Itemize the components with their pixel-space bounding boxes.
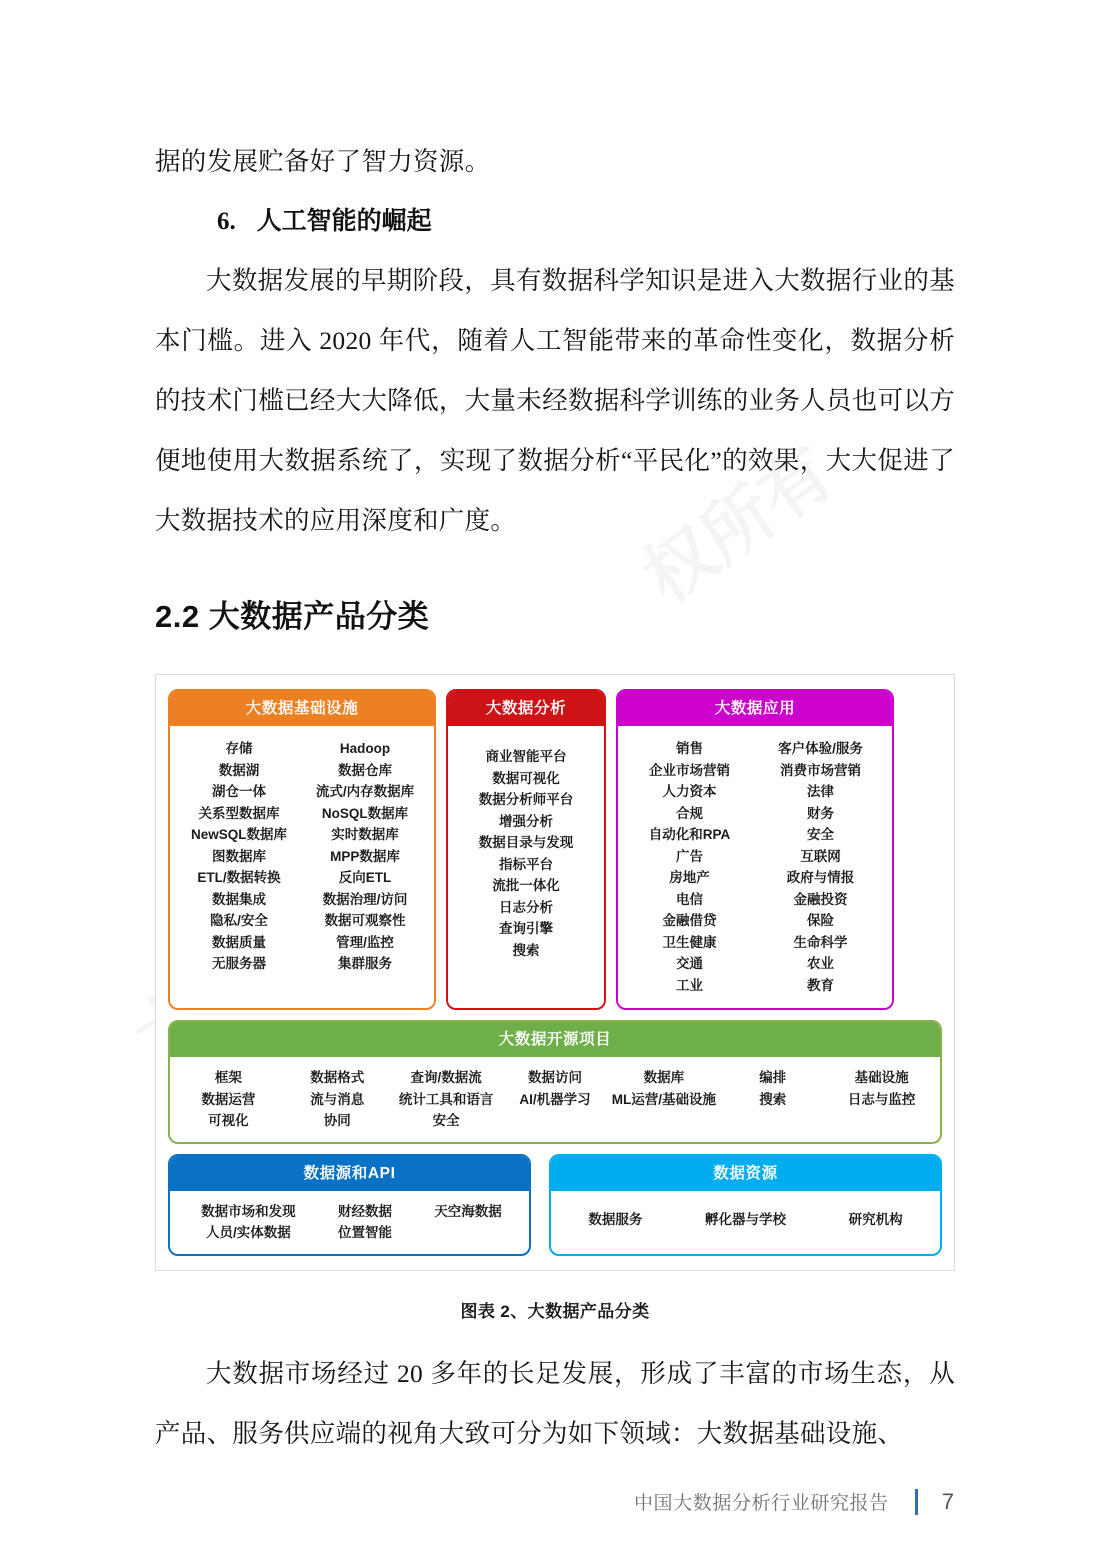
figure-bottom-row [168, 1154, 942, 1256]
list-item: Hadoop [339, 741, 391, 756]
panel-data-source-api [168, 1154, 531, 1256]
list-item: 交通 [676, 956, 703, 971]
panel-application-body [618, 726, 892, 1008]
list-item: 法律 [807, 784, 834, 799]
list-item: 数据可观察性 [324, 913, 406, 928]
page-footer [0, 1488, 1102, 1515]
list-item: ETL/数据转换 [197, 870, 281, 885]
list-item: 实时数据库 [331, 827, 399, 842]
paragraph-ai-rise: 大数据发展的早期阶段，具有数据科学知识是进入大数据行业的基本门槛。进入 2020 年代，随着人工智能带来的革命性变化，数据分析的技术门槛已经大大降低，大量未经数据科学训练的业务人员也可以方便地使用大数据系统了，实现了数据分析“平民化”的效果，大大促进了大数据技术的应用深度和广度。 [155, 266, 955, 535]
list-item: 自动化和RPA [648, 827, 731, 842]
panel-data-resource [549, 1154, 942, 1256]
list-item: 天空海数据 [434, 1203, 502, 1219]
list-item: 统计工具和语言 [398, 1091, 494, 1107]
opensource-column [827, 1067, 936, 1110]
panel-opensource-title: 大数据开源项目 [170, 1022, 940, 1057]
list-item: 日志分析 [499, 899, 553, 915]
list-item: 日志与监控 [847, 1091, 916, 1107]
subsection-number: 6. [217, 208, 236, 235]
panel-application-title: 大数据应用 [618, 691, 892, 726]
list-item: 查询/数据流 [410, 1070, 482, 1085]
footer-page-number: 7 [941, 1488, 954, 1514]
list-item: 工业 [676, 977, 703, 993]
list-item: 关系型数据库 [198, 805, 280, 821]
list-item: 数据仓库 [338, 762, 392, 778]
opensource-column [283, 1067, 392, 1132]
data-source-api-column [434, 1201, 502, 1244]
list-item: 销售 [676, 741, 703, 756]
list-item: 政府与情报 [786, 870, 855, 885]
list-item: 人力资本 [662, 784, 717, 799]
list-item: 孵化器与学校 [704, 1211, 786, 1227]
list-item: 数据服务 [588, 1211, 643, 1227]
analysis-column [454, 746, 598, 961]
figure-top-row [168, 689, 942, 1010]
list-item: 安全 [432, 1113, 460, 1128]
application-column-left [624, 738, 755, 996]
panel-analysis [446, 689, 606, 1010]
list-item: 生命科学 [793, 934, 848, 950]
list-item: 教育 [807, 977, 834, 993]
list-item: 数据分析师平台 [478, 792, 574, 807]
panel-infrastructure [168, 689, 436, 1010]
opensource-columns [170, 1057, 940, 1142]
list-item: 数据库 [643, 1070, 685, 1085]
list-item: 编排 [759, 1070, 787, 1085]
list-item: 商业智能平台 [485, 749, 567, 764]
infrastructure-column-left [176, 738, 302, 975]
list-item: 数据访问 [528, 1070, 582, 1085]
list-item: 安全 [807, 827, 834, 842]
list-item: 反向ETL [338, 870, 392, 885]
data-source-api-column [201, 1201, 296, 1244]
figure-big-data-product-taxonomy [155, 674, 955, 1271]
paragraph-market-ecology: 大数据市场经过 20 多年的长足发展，形成了丰富的市场生态，从产品、服务供应端的视角大致可分为如下领域：大数据基础设施、 [155, 1358, 955, 1448]
infrastructure-column-right [302, 738, 428, 975]
opensource-column [609, 1067, 718, 1110]
list-item: 管理/监控 [336, 934, 394, 950]
subsection-title: 人工智能的崛起 [256, 207, 432, 235]
list-item: 增强分析 [499, 813, 553, 829]
panel-data-source-api-title: 数据源和API [170, 1156, 529, 1191]
list-item: 数据格式 [310, 1070, 365, 1085]
subsection-heading [155, 192, 955, 251]
list-item: 财务 [807, 805, 834, 821]
list-item: NoSQL数据库 [321, 805, 409, 821]
list-item: 隐私/安全 [210, 913, 268, 928]
panel-infrastructure-body [170, 726, 434, 1008]
list-item: 搜索 [759, 1091, 787, 1107]
list-item: 消费市场营销 [780, 762, 861, 778]
list-item: 数据治理/访问 [322, 891, 408, 907]
list-item: 人员/实体数据 [206, 1225, 291, 1240]
opensource-column [718, 1067, 827, 1110]
list-item: 集群服务 [338, 956, 392, 971]
list-item: 流批一体化 [492, 878, 560, 893]
footer-divider [915, 1489, 918, 1515]
opensource-column [392, 1067, 501, 1132]
list-item: 保险 [807, 913, 834, 928]
list-item: 金融借贷 [662, 913, 717, 928]
list-item: 数据可视化 [492, 770, 560, 786]
list-item: 互联网 [800, 848, 841, 864]
data-source-api-columns [170, 1191, 529, 1254]
list-item: 数据目录与发现 [478, 835, 574, 850]
figure-caption: 图表 2、大数据产品分类 [460, 1301, 650, 1321]
panel-analysis-title: 大数据分析 [448, 691, 604, 726]
list-item: ML运营/基础设施 [611, 1091, 716, 1107]
page-content [155, 0, 955, 1464]
list-item: MPP数据库 [330, 848, 400, 864]
list-item: 广告 [676, 848, 703, 864]
list-item: 流与消息 [310, 1091, 365, 1107]
application-column-right [755, 738, 886, 996]
list-item: 房地产 [669, 870, 710, 885]
list-item: 无服务器 [212, 956, 266, 971]
list-item: 查询引擎 [499, 921, 553, 936]
list-item: 图数据库 [212, 848, 266, 864]
list-item: 流式/内存数据库 [315, 784, 415, 799]
list-item: 合规 [676, 805, 703, 821]
list-item: 数据集成 [212, 891, 266, 907]
panel-analysis-body [448, 726, 604, 1008]
list-item: 数据市场和发现 [201, 1203, 296, 1219]
data-resource-items [551, 1191, 940, 1249]
list-item: 指标平台 [499, 856, 553, 872]
list-item: 湖仓一体 [212, 784, 266, 799]
list-item: 电信 [676, 891, 703, 907]
panel-data-resource-title: 数据资源 [551, 1156, 940, 1191]
list-item: 搜索 [512, 942, 540, 958]
list-item: 农业 [807, 956, 834, 971]
list-item: 位置智能 [337, 1225, 392, 1240]
list-item: 数据湖 [218, 762, 260, 778]
section-heading: 2.2 大数据产品分类 [155, 599, 430, 634]
list-item: AI/机器学习 [519, 1091, 591, 1107]
list-item: 数据质量 [212, 934, 266, 950]
paragraph-continuation: 据的发展贮备好了智力资源。 [155, 147, 491, 176]
list-item: 金融投资 [793, 891, 848, 907]
list-item: 客户体验/服务 [778, 741, 863, 756]
list-item: 卫生健康 [662, 934, 717, 950]
list-item: 数据运营 [201, 1091, 256, 1107]
list-item: 框架 [214, 1070, 242, 1085]
opensource-column [174, 1067, 283, 1132]
opensource-column [501, 1067, 610, 1110]
footer-report-title: 中国大数据分析行业研究报告 [633, 1493, 889, 1514]
list-item: 存储 [225, 741, 253, 756]
panel-infrastructure-title: 大数据基础设施 [170, 691, 434, 726]
list-item: 企业市场营销 [649, 762, 730, 778]
list-item: 基础设施 [854, 1070, 909, 1085]
list-item: 财经数据 [337, 1203, 392, 1219]
list-item: 可视化 [208, 1113, 249, 1128]
data-source-api-column [338, 1201, 392, 1244]
panel-application [616, 689, 894, 1010]
list-item: 协同 [323, 1113, 351, 1128]
list-item: 研究机构 [848, 1211, 903, 1227]
list-item: NewSQL数据库 [190, 827, 287, 842]
panel-opensource [168, 1020, 942, 1144]
